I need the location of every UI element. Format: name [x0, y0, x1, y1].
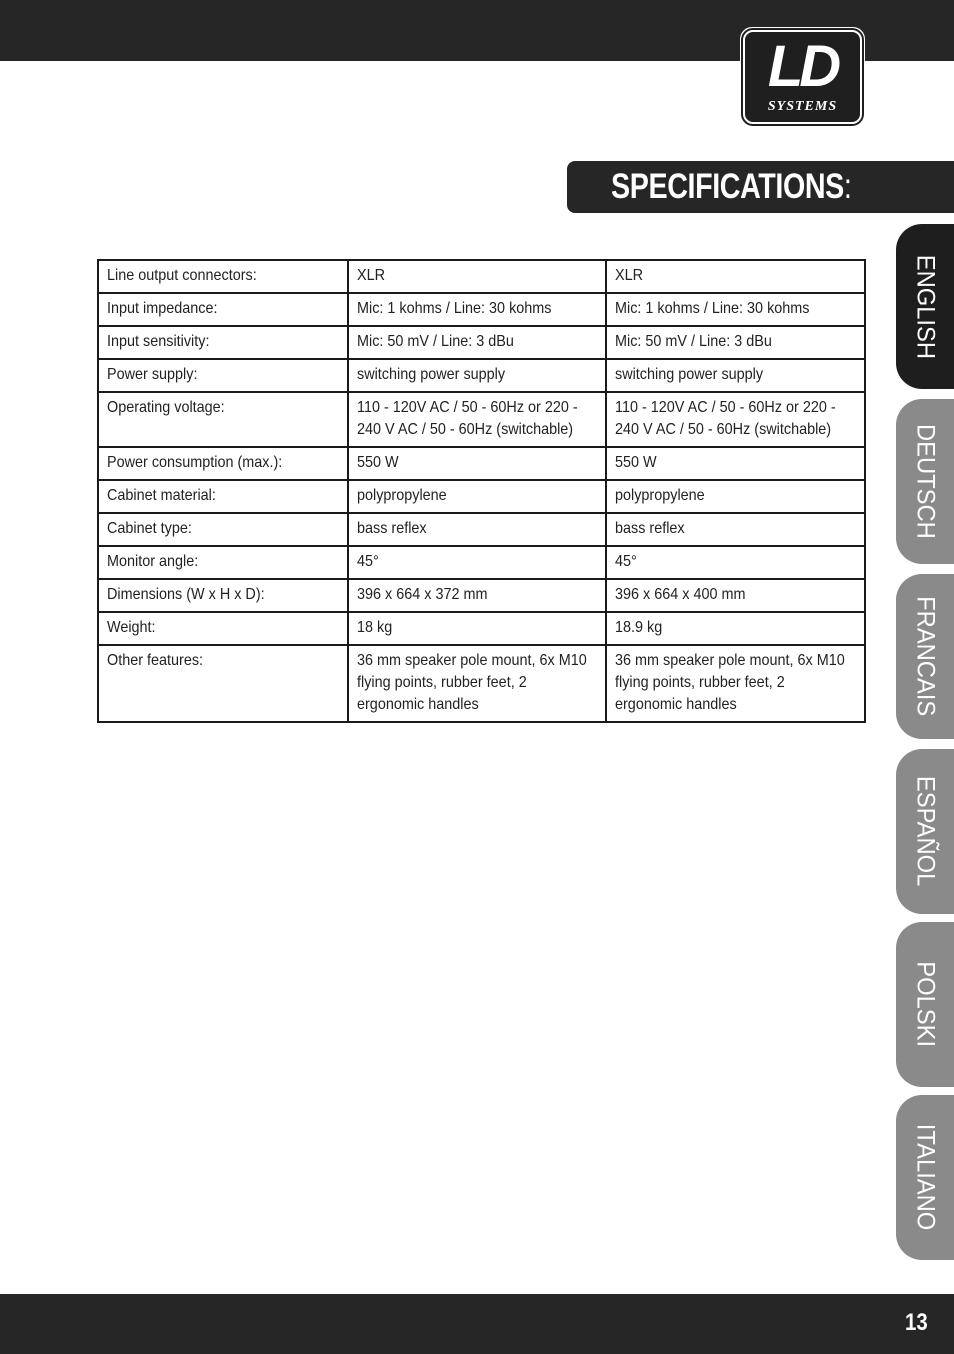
- table-row: [98, 293, 865, 326]
- table-row: [98, 392, 865, 447]
- spec-value-a: bass reflex: [348, 513, 606, 546]
- logo-main-text: LD: [767, 34, 838, 99]
- table-row: [98, 359, 865, 392]
- table-row: [98, 579, 865, 612]
- spec-value-b: polypropylene: [606, 480, 865, 513]
- table-row: [98, 447, 865, 480]
- table-row: [98, 513, 865, 546]
- section-title-text: SPECIFICATIONS: [611, 167, 844, 206]
- spec-value-b: 110 - 120V AC / 50 - 60Hz or 220 - 240 V AC / 50 - 60Hz (switchable): [606, 392, 865, 447]
- spec-value-b: 45°: [606, 546, 865, 579]
- tab-label: DEUTSCH: [911, 424, 940, 539]
- spec-label: Line output connectors:: [98, 260, 348, 293]
- table-row: [98, 612, 865, 645]
- spec-value-a: Mic: 50 mV / Line: 3 dBu: [348, 326, 606, 359]
- section-title: [611, 167, 851, 207]
- spec-value-a: XLR: [348, 260, 606, 293]
- page-number: 13: [905, 1309, 928, 1336]
- spec-label: Cabinet type:: [98, 513, 348, 546]
- spec-value-a: 396 x 664 x 372 mm: [348, 579, 606, 612]
- spec-label: Other features:: [98, 645, 348, 722]
- spec-value-a: 110 - 120V AC / 50 - 60Hz or 220 - 240 V AC / 50 - 60Hz (switchable): [348, 392, 606, 447]
- spec-value-b: bass reflex: [606, 513, 865, 546]
- spec-value-a: Mic: 1 kohms / Line: 30 kohms: [348, 293, 606, 326]
- spec-value-b: 550 W: [606, 447, 865, 480]
- tab-label: POLSKI: [911, 961, 940, 1048]
- bottom-bar: [0, 1294, 954, 1354]
- spec-value-b: 36 mm speaker pole mount, 6x M10 flying points, rubber feet, 2 ergonomic handles: [606, 645, 865, 722]
- tab-polski[interactable]: [896, 922, 954, 1087]
- spec-value-b: switching power supply: [606, 359, 865, 392]
- table-row: [98, 260, 865, 293]
- tab-label: ITALIANO: [911, 1124, 940, 1231]
- spec-value-a: switching power supply: [348, 359, 606, 392]
- spec-value-b: XLR: [606, 260, 865, 293]
- section-title-banner: [567, 161, 954, 213]
- table-row: [98, 645, 865, 722]
- spec-label: Dimensions (W x H x D):: [98, 579, 348, 612]
- spec-label: Monitor angle:: [98, 546, 348, 579]
- spec-value-a: 18 kg: [348, 612, 606, 645]
- spec-label: Power consumption (max.):: [98, 447, 348, 480]
- spec-label: Operating voltage:: [98, 392, 348, 447]
- specifications-table: [97, 259, 866, 723]
- table-row: [98, 546, 865, 579]
- spec-value-b: 396 x 664 x 400 mm: [606, 579, 865, 612]
- section-title-colon: :: [843, 167, 852, 206]
- spec-label: Power supply:: [98, 359, 348, 392]
- tab-italiano[interactable]: [896, 1095, 954, 1260]
- logo-sub-text: SYSTEMS: [767, 99, 838, 114]
- table-row: [98, 326, 865, 359]
- table-row: [98, 480, 865, 513]
- ld-systems-logo: [740, 27, 865, 127]
- tab-english[interactable]: [896, 224, 954, 389]
- spec-label: Cabinet material:: [98, 480, 348, 513]
- tab-francais[interactable]: [896, 574, 954, 739]
- spec-label: Input sensitivity:: [98, 326, 348, 359]
- spec-value-b: 18.9 kg: [606, 612, 865, 645]
- tab-label: ESPAÑOL: [911, 776, 940, 887]
- tab-deutsch[interactable]: [896, 399, 954, 564]
- tab-espanol[interactable]: [896, 749, 954, 914]
- spec-value-b: Mic: 1 kohms / Line: 30 kohms: [606, 293, 865, 326]
- tab-label: ENGLISH: [911, 254, 940, 359]
- tab-label: FRANCAIS: [911, 596, 940, 717]
- spec-value-a: 36 mm speaker pole mount, 6x M10 flying points, rubber feet, 2 ergonomic handles: [348, 645, 606, 722]
- spec-value-a: 550 W: [348, 447, 606, 480]
- spec-value-b: Mic: 50 mV / Line: 3 dBu: [606, 326, 865, 359]
- spec-label: Input impedance:: [98, 293, 348, 326]
- spec-label: Weight:: [98, 612, 348, 645]
- logo-badge: [743, 30, 862, 124]
- spec-value-a: polypropylene: [348, 480, 606, 513]
- spec-value-a: 45°: [348, 546, 606, 579]
